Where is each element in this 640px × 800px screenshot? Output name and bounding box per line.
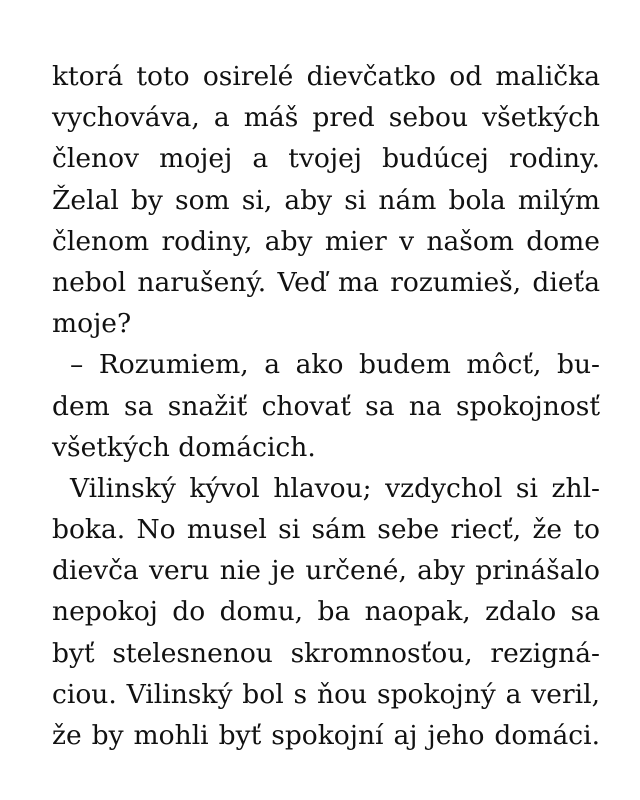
text-line: členov mojej a tvojej budúcej rodiny.	[52, 143, 600, 175]
text-line: byť stelesnenou skromnosťou, rezigná-	[52, 637, 600, 669]
text-line: Želal by som si, aby si nám bola milým	[52, 184, 600, 216]
text-line: dievča veru nie je určené, aby prinášalo	[52, 555, 600, 587]
page-text	[52, 56, 600, 756]
text-line: – Rozumiem, a ako budem môcť, bu-	[70, 349, 600, 381]
text-line: ciou. Vilinský bol s ňou spokojný a veril,	[52, 678, 600, 710]
text-line: dem sa snažiť chovať sa na spokojnosť	[52, 390, 600, 422]
text-line: moje?	[52, 308, 132, 340]
text-line: nepokoj do domu, ba naopak, zdalo sa	[52, 596, 600, 628]
text-line: členom rodiny, aby mier v našom dome	[52, 225, 600, 257]
text-line: nebol narušený. Veď ma rozumieš, dieťa	[52, 266, 600, 298]
text-line: všetkých domácich.	[52, 431, 316, 463]
text-line: Vilinský kývol hlavou; vzdychol si zhl-	[70, 472, 600, 504]
text-line: že by mohli byť spokojní aj jeho domáci.	[52, 720, 600, 751]
text-line: ktorá toto osirelé dievčatko od malička	[52, 61, 600, 92]
text-line: boka. No musel si sám sebe riecť, že to	[52, 514, 600, 546]
text-line: vychováva, a máš pred sebou všetkých	[52, 102, 600, 134]
